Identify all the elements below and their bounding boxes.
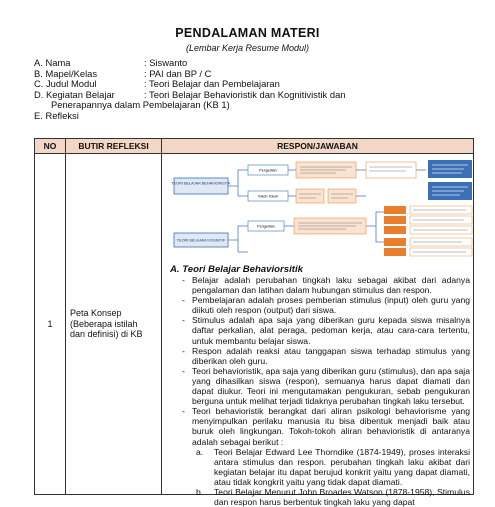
list-item: - Teori behavioristik berangkat dari aliran psikologi behaviorisme yang menyimpulkan perilaku manusia itu bisa dibentuk menjadi baik atau buruk oleh lingkungan. Tokoh-tokoh aliran behavioristik di antaranya adalah sebagai berikut : bbox=[180, 406, 470, 446]
concept-map bbox=[166, 156, 476, 266]
butir-cell: Peta Konsep (Beberapa istilah dan definisi) di KB bbox=[66, 154, 162, 495]
detail-box bbox=[296, 189, 324, 203]
sub-list-item: a. Teori Belajar Edward Lee Thorndike (1874-1949), proses interaksi antara stimulus dan respon. perubahan tingkah laku akibat dari kegiatan belajar itu dapat berujud konkrit yaitu yang dapat diamati, atau tidak kongkrit yaitu yang tidak dapat diamati. bbox=[196, 446, 470, 487]
sub-list-item: b. Teori Belajar Menurut John Broades Watson (1878-1958), Stimulus dan respon harus berbentuk tingkah laku yang dapat bbox=[196, 486, 470, 507]
list-item: - Stimulus adalah apa saja yang diberikan guru kepada siswa misalnya daftar perkalian, alat peraga, pedoman kerja, atau cara-cara tertentu, untuk membantu belajar siswa. bbox=[180, 315, 470, 345]
header-butir: BUTIR REFLEKSI bbox=[66, 139, 162, 154]
root-behavioristik-label: TEORI BELAJAR BEHAVIORISTIK bbox=[171, 181, 231, 186]
info-row-nama: A. Nama : Siswanto bbox=[34, 57, 188, 68]
list-item: - Teori behavioristik, apa saja yang diberikan guru (stimulus), dan apa saja yang dihasilkan siswa (respon), semuanya harus dapat diamati dan dapat diukur. Teori ini mengutamakan pengukuran, sebab pengukuran berguna untuk melihat terjadi tidaknya perubahan tingkah laku tersebut. bbox=[180, 366, 470, 406]
table-row bbox=[35, 154, 474, 495]
section-title: A. Teori Belajar Behaviorsitik bbox=[170, 264, 303, 275]
orange-tag bbox=[384, 216, 406, 224]
root-behavioristik-box bbox=[174, 178, 228, 194]
orange-tag bbox=[384, 226, 406, 234]
header-respon: RESPON/JAWABAN bbox=[162, 139, 474, 154]
identity-section bbox=[34, 58, 474, 122]
info-row-kegiatan: D. Kegiatan Belajar : Teori Belajar Behavioristik dan Kognitivistik dan bbox=[34, 88, 346, 100]
reflection-table bbox=[34, 138, 474, 507]
info-row-kegiatan-cont: Penerapannya dalam Pembelajaran (KB 1) bbox=[51, 99, 230, 111]
page-title: PENDALAMAN MATERI bbox=[175, 26, 320, 40]
pengertian-label-1: Pengertian bbox=[259, 168, 277, 173]
pengertian-label-2: Pengertian bbox=[257, 224, 275, 229]
detail-box bbox=[328, 189, 356, 203]
info-row-mapel: B. Mapel/Kelas : PAI dan BP / C bbox=[34, 67, 212, 79]
orange-tag bbox=[384, 238, 406, 246]
response-cell bbox=[162, 154, 474, 507]
list-item: - Pembelajaran adalah proses pemberian stimulus (input) oleh guru yang diikuti oleh respon (output) dari siswa. bbox=[180, 295, 470, 315]
orange-tag bbox=[384, 206, 406, 214]
page-subtitle: (Lembar Kerja Resume Modul) bbox=[185, 43, 310, 53]
detail-box bbox=[366, 162, 416, 178]
section-body bbox=[180, 275, 470, 507]
row-number: 1 bbox=[35, 154, 66, 495]
header-no: NO bbox=[35, 139, 66, 154]
list-item: - Belajar adalah perubahan tingkah laku sebagai akibat dari adanya pengalaman dan latihan dalam hubungan stimulus dan respon. bbox=[180, 275, 470, 295]
tokoh-label-1: Tokoh-Tokoh bbox=[257, 194, 279, 199]
table-header-row bbox=[35, 139, 474, 154]
orange-tag bbox=[384, 248, 406, 256]
info-row-refleksi: E. Refleksi bbox=[34, 109, 79, 121]
info-row-judul: C. Judul Modul : Teori Belajar dan Pembelajaran bbox=[34, 78, 280, 90]
list-item: - Respon adalah reaksi atau tanggapan siswa terhadap stimulus yang diberikan oleh guru. bbox=[180, 346, 470, 366]
root-kognitif-label: TEORI BELAJAR KOGNITIF bbox=[176, 238, 226, 243]
